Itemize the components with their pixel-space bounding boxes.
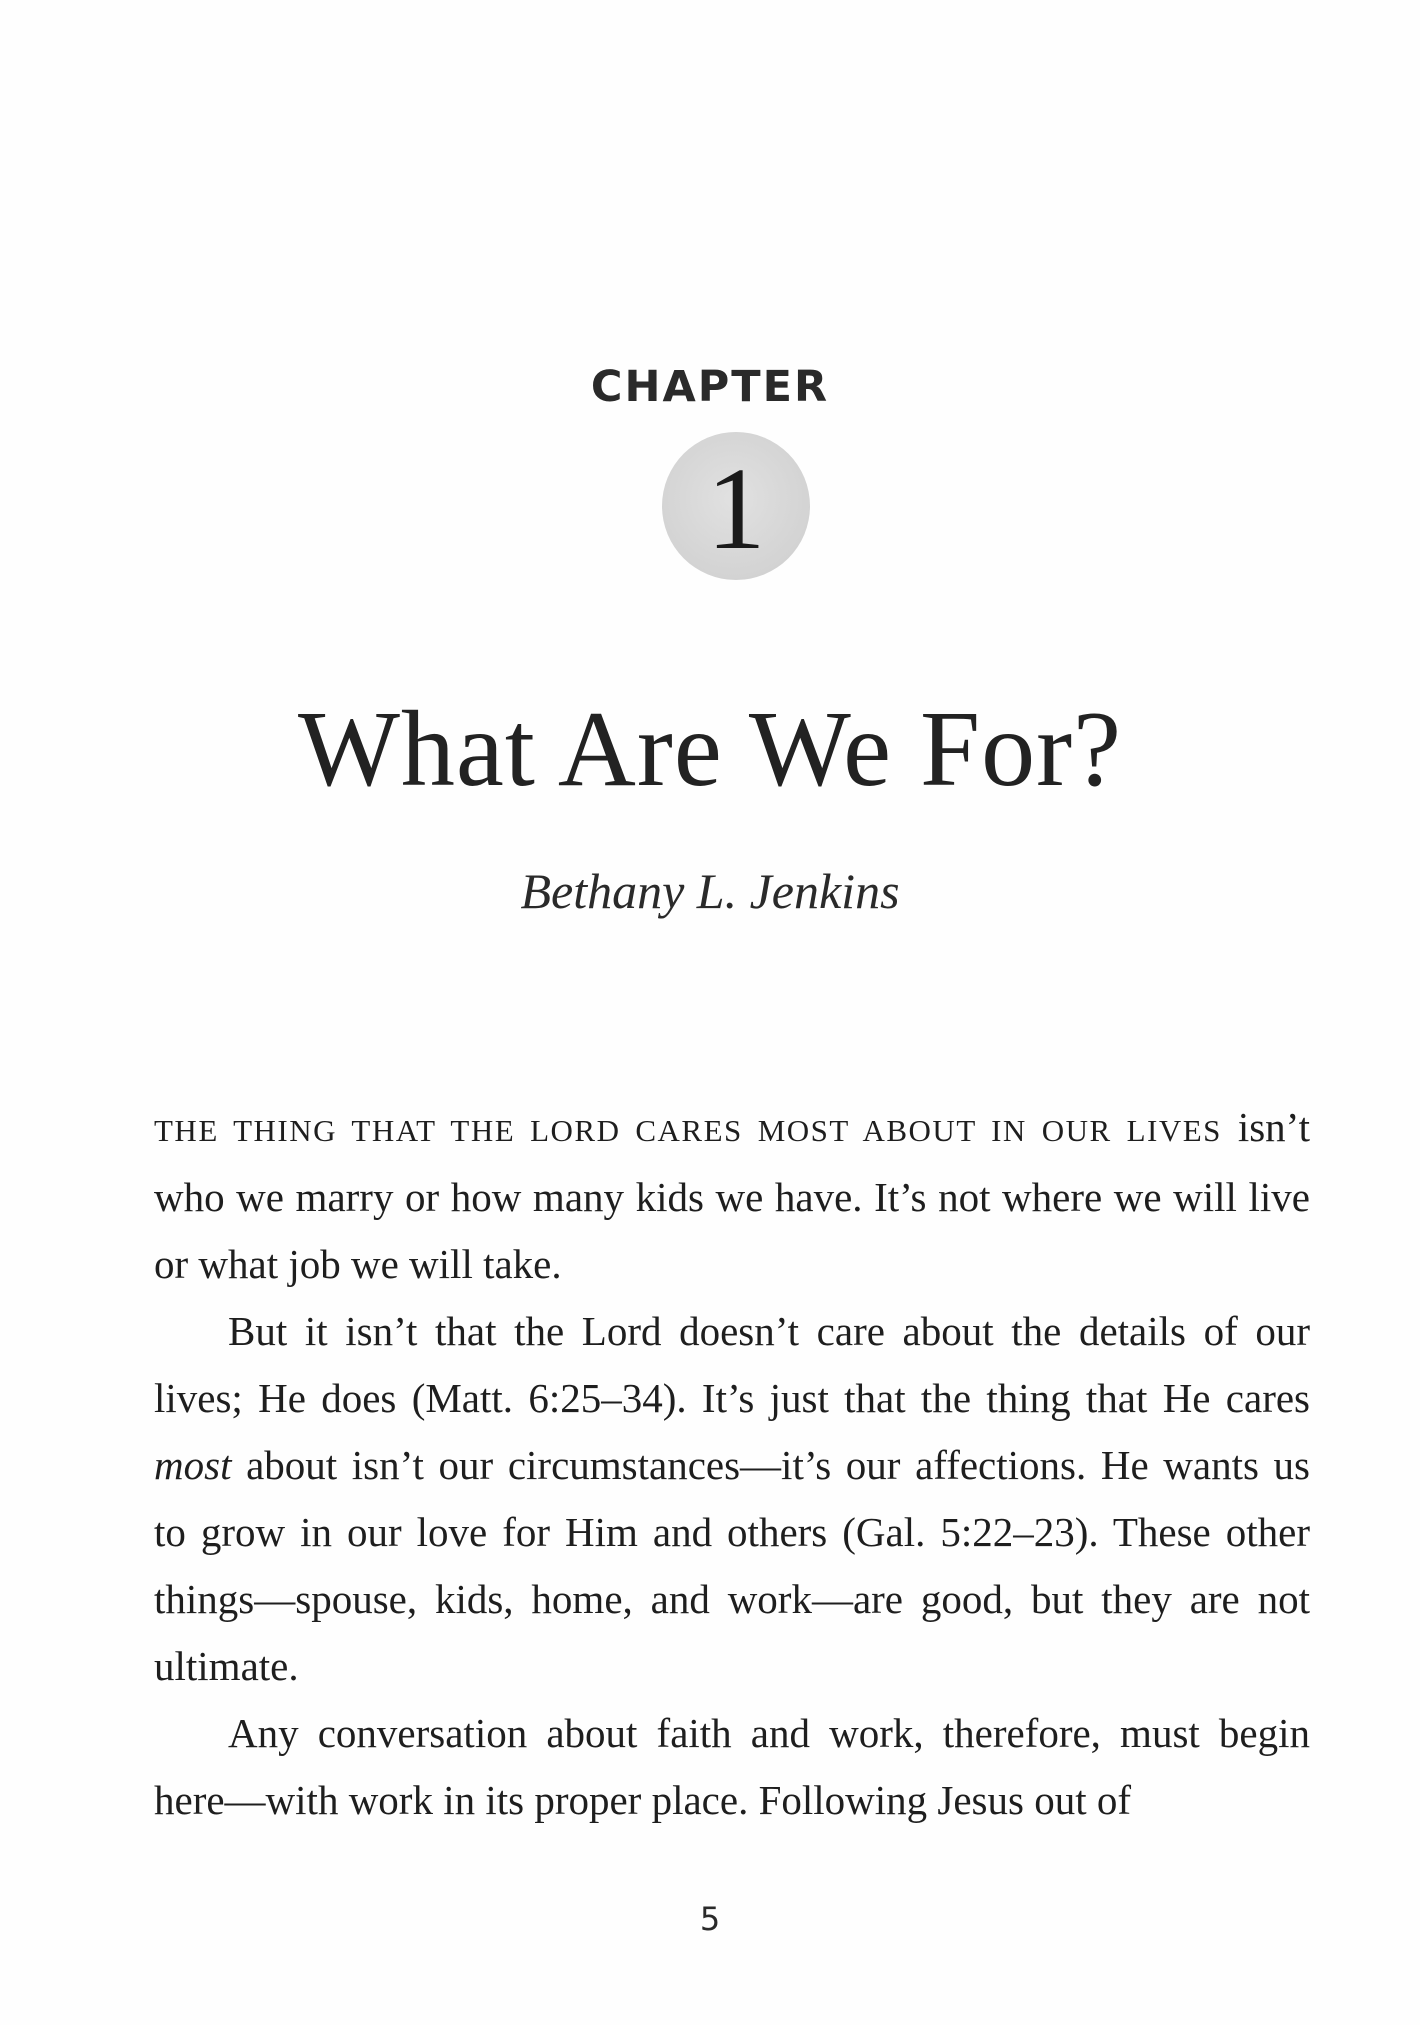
chapter-title: What Are We For?	[297, 690, 1123, 809]
page-number: 5	[699, 1900, 721, 1938]
paragraph-1-rest: isn’t who we marry or how many kids we have. It’s not where we will live or what job we will take.	[154, 1104, 1310, 1287]
chapter-author: Bethany L. Jenkins	[520, 863, 900, 919]
chapter-number-badge	[662, 432, 810, 580]
paragraph-3: Any conversation about faith and work, therefore, must begin here—with work in its proper place. Following Jesus out of	[154, 1710, 1310, 1823]
paragraph-2-before: But it isn’t that the Lord doesn’t care about the details of our lives; He does (Matt. 6:25–34). It’s just that the thing that He cares	[154, 1308, 1310, 1421]
paragraph-2-after: about isn’t our circumstances—it’s our affections. He wants us to grow in our love for Him and others (Gal. 5:22–23). These other things—spouse, kids, home, and work—are good, but they are not ultimate.	[154, 1442, 1310, 1689]
chapter-number: 1	[706, 443, 766, 574]
paragraph-2-emphasis: most	[154, 1442, 232, 1488]
paragraph-1	[154, 1094, 1310, 1298]
paragraph-2	[154, 1298, 1310, 1700]
chapter-label: CHAPTER	[590, 362, 830, 412]
paragraph-1-lead: THE THING THAT THE LORD CARES MOST ABOUT IN OUR LIVES	[154, 1113, 1222, 1148]
body-text	[154, 1094, 1310, 1834]
